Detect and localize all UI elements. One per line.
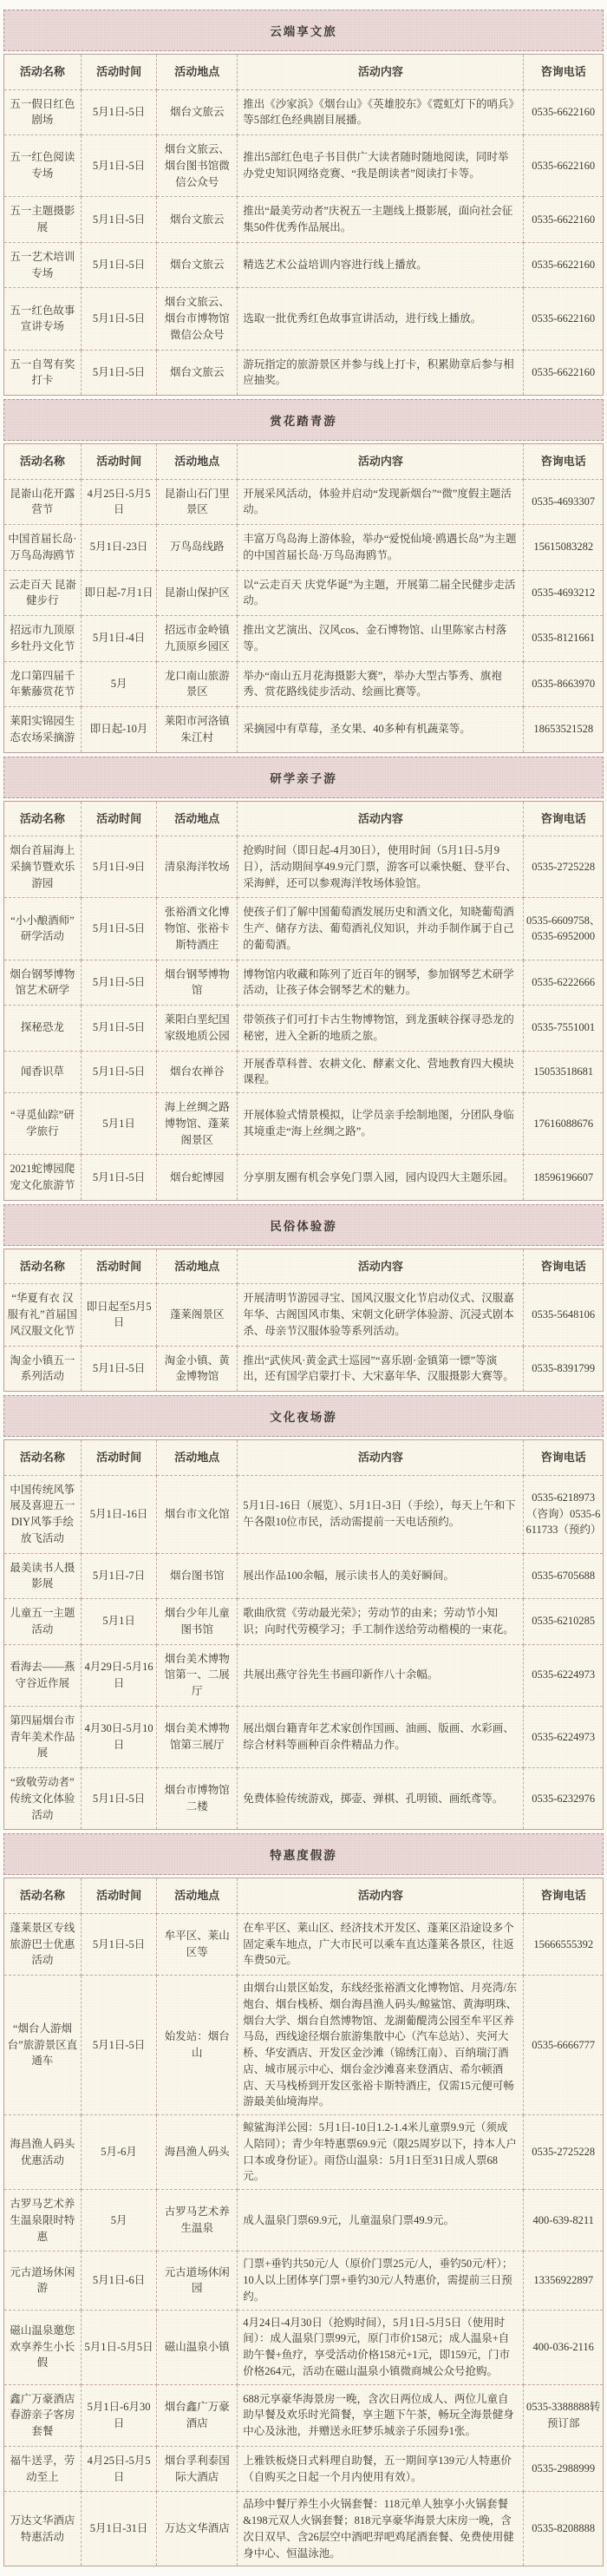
cell-activity-place: 始发站：烟台山	[157, 1976, 238, 2115]
column-header: 咨询电话	[524, 1249, 604, 1284]
table-row	[4, 1093, 604, 1155]
cell-phone-number: 0535-4693212	[524, 570, 604, 616]
column-header: 活动内容	[238, 55, 524, 90]
column-header: 活动内容	[238, 444, 524, 480]
table-row	[4, 89, 604, 135]
cell-activity-content: 使孩子们了解中国葡萄酒发展历史和酒文化，知晓葡萄酒生产、储存方法、葡萄酒礼仪知识，并动手制作属于自己的葡萄酒。	[238, 898, 524, 960]
cell-phone-number: 0535-8391799	[524, 1346, 604, 1392]
table-row	[4, 2190, 604, 2252]
cell-activity-content: 推出“武侠风·黄金武士巡园”“喜乐剧·金镇第一镖”等演出，还有国学启蒙打卡、大宋嘉年华、汉服摄影大赛等。	[238, 1346, 524, 1392]
table-row	[4, 1155, 604, 1201]
cell-phone-number: 15053518681	[524, 1051, 604, 1093]
cell-activity-place: 张裕酒文化博物馆、张裕卡斯特酒庄	[157, 898, 238, 960]
cell-activity-content: 由烟台山景区始发，东线经张裕酒文化博物馆、月亮湾/东炮台、烟台栈桥、烟台海昌渔人码头/鲸鲨馆、黄海明珠、烟台大学、烟台自然博物馆、龙湖葡醍湾公园至牟平区养马岛，西线途径烟台旅游集散中心（汽车总站）、夹河大桥、华安酒店、开发区金沙滩（锦绣江南）、百纳瑞汀酒店、城市展示中心、烟台金沙滩喜来登酒店、希尔顿酒店、天马栈桥到开发区张裕卡斯特酒庄，仅需15元便可畅游最美仙境海岸。	[238, 1976, 524, 2115]
table-row	[4, 1284, 604, 1346]
cell-activity-name: 第四届烟台市青年美术作品展	[4, 1706, 82, 1767]
cell-activity-content: 上雅铁板烧日式料理自助餐，五一期间享139元/人特惠价（自购买之日起一个月内使用有效）。	[238, 2446, 524, 2492]
cell-activity-name: 万达文华酒店特惠活动	[4, 2492, 82, 2566]
cell-activity-name: 探秘恐龙	[4, 1006, 82, 1052]
cell-activity-content: 选取一批优秀红色故事宣讲活动，进行线上播放。	[238, 288, 524, 350]
column-header: 活动名称	[4, 444, 82, 480]
cell-activity-content: 以“云走百天 庆党华诞”为主题，开展第二届全民健步走活动。	[238, 570, 524, 616]
column-header: 活动名称	[4, 1249, 82, 1284]
cell-activity-time: 5月1日-5日	[81, 197, 157, 243]
cell-activity-place: 淘金小镇、黄金博物馆	[157, 1346, 238, 1392]
cell-activity-content: 5月1日-16日（展览）、5月1日-3日（手绘），每天上午和下午各限10位市民，活动需提前一天电话预约。	[238, 1475, 524, 1553]
cell-activity-content: 歌曲欣赏《劳动最光荣》；劳动节的由来；劳动节小知识；向时代劳模学习；手工制作送给劳动楷模的一束花。	[238, 1599, 524, 1645]
table-row	[4, 1644, 604, 1706]
cell-activity-content: 4月24日-4月30日（抢购时间），5月1日-5月5日（使用时间）：成人温泉门票99元，原门市价158元；成人温泉+自助午餐+鱼疗，享受活动价格158元+1元，即159元，门市价格264元，活动在磁山温泉小镇微商城公众号抢购。	[238, 2310, 524, 2384]
cell-activity-place: 烟台鑫广万豪酒店	[157, 2384, 238, 2446]
column-header: 活动时间	[81, 1878, 157, 1914]
cell-activity-time: 5月1日-5日	[81, 898, 157, 960]
cell-activity-content: 推出5部红色电子书目供广大读者随时随地阅读，同时举办党史知识网络竞赛、“我是朗读者”阅读打卡等。	[238, 135, 524, 197]
column-header: 活动地点	[157, 444, 238, 480]
cell-phone-number: 0535-7551001	[524, 1006, 604, 1052]
cell-activity-name: 儿童五一主题活动	[4, 1599, 82, 1645]
table-row	[4, 350, 604, 396]
cell-activity-time: 5月1日-7日	[81, 1553, 157, 1599]
cell-phone-number: 0535-6222666	[524, 960, 604, 1006]
cell-activity-place: 烟台图书馆	[157, 1553, 238, 1599]
column-header: 活动内容	[238, 1878, 524, 1914]
cell-activity-content: 采摘园中有草莓，圣女果、40多种有机蔬菜等。	[238, 707, 524, 753]
table-row	[4, 1475, 604, 1553]
table-row	[4, 960, 604, 1006]
section-title: 民俗体验游	[3, 1204, 604, 1246]
cell-activity-content: 共展出燕守谷先生书画印新作八十余幅。	[238, 1644, 524, 1706]
cell-activity-place: 元古道场休闲园	[157, 2252, 238, 2310]
cell-activity-name: 蓬莱景区专线旅游巴士优惠活动	[4, 1913, 82, 1975]
cell-activity-place: 莱阳白垩纪国家级地质公园	[157, 1006, 238, 1052]
header-row	[4, 444, 604, 480]
section-title: 研学亲子游	[3, 757, 604, 798]
cell-phone-number: 0535-6666777	[524, 1976, 604, 2115]
cell-activity-place: 烟台文旅云	[157, 197, 238, 243]
sections-root	[3, 10, 604, 2566]
cell-activity-place: 海昌渔人码头	[157, 2115, 238, 2190]
cell-activity-place: 烟台文旅云	[157, 350, 238, 396]
cell-activity-content: 精选艺术公益培训内容进行线上播放。	[238, 242, 524, 288]
table-row	[4, 1006, 604, 1052]
table-row	[4, 2384, 604, 2446]
cell-phone-number: 0535-5648106	[524, 1284, 604, 1346]
table-row	[4, 2446, 604, 2492]
cell-activity-content: 丰富万鸟岛海上游体验，举办“爱悦仙境·鸥遇长岛”为主题的中国首届长岛·万鸟岛海鸥节。	[238, 525, 524, 571]
table-row	[4, 1913, 604, 1975]
cell-activity-name: 招远市九顶原乡牡丹文化节	[4, 616, 82, 662]
column-header: 活动名称	[4, 1878, 82, 1914]
cell-phone-number: 0535-2725228	[524, 836, 604, 898]
activity-table	[3, 1439, 604, 1830]
cell-activity-place: 烟台美术博物馆第一、二展厅	[157, 1644, 238, 1706]
cell-phone-number: 0535-6224973	[524, 1706, 604, 1767]
cell-activity-name: 福牛送孚，劳动至上	[4, 2446, 82, 2492]
cell-phone-number: 18653521528	[524, 707, 604, 753]
cell-activity-content: 分享朋友圈有机会享免门票入园，园内设四大主题乐园。	[238, 1155, 524, 1201]
cell-phone-number: 0535-6224973	[524, 1644, 604, 1706]
cell-activity-content: 开展清明节游园寻宝、国风汉服文化节启动仪式、汉服嘉年华、古阁国风市集、宋朝文化研学体验游、沉浸式剧本杀、母亲节汉服体验等系列活动。	[238, 1284, 524, 1346]
column-header: 咨询电话	[524, 1878, 604, 1914]
activity-table	[3, 1249, 604, 1392]
column-header: 活动时间	[81, 444, 157, 480]
cell-activity-time: 5月1日-5日	[81, 1051, 157, 1093]
cell-activity-time: 5月1日-5日	[81, 1006, 157, 1052]
cell-activity-name: 五一假日红色剧场	[4, 89, 82, 135]
cell-activity-time: 5月1日-6月30日	[81, 2384, 157, 2446]
column-header: 活动地点	[157, 801, 238, 836]
table-row	[4, 570, 604, 616]
column-header: 活动地点	[157, 1440, 238, 1476]
cell-activity-name: 龙口第四届千年紫藤赏花节	[4, 661, 82, 707]
cell-activity-time: 4月30日-5月10日	[81, 1706, 157, 1767]
cell-activity-content: 688元享豪华海景房一晚，含次日两位成人、两位儿童自助早餐及欢乐时光简餐，享主题下午茶，畅玩全海景健身中心及泳池，并赠送永旺梦乐城亲子乐园券1张。	[238, 2384, 524, 2446]
cell-phone-number: 0535-6218973（咨询）0535-6611733（预约）	[524, 1475, 604, 1553]
cell-activity-name: “致敬劳动者”传统文化体验活动	[4, 1768, 82, 1830]
cell-phone-number: 18596196607	[524, 1155, 604, 1201]
cell-activity-place: 昆嵛山保护区	[157, 570, 238, 616]
table-row	[4, 135, 604, 197]
cell-activity-name: 五一自驾有奖打卡	[4, 350, 82, 396]
column-header: 活动内容	[238, 801, 524, 836]
cell-activity-content: 开展香草科普、农耕文化、酵素文化、营地教育四大模块课程。	[238, 1051, 524, 1093]
cell-phone-number: 0535-2725228	[524, 2115, 604, 2190]
activity-section	[3, 399, 604, 753]
cell-activity-place: 磁山温泉小镇	[157, 2310, 238, 2384]
header-row	[4, 55, 604, 90]
cell-activity-name: 闻香识草	[4, 1051, 82, 1093]
cell-phone-number: 0535-6622160	[524, 288, 604, 350]
cell-phone-number: 0535-6232976	[524, 1768, 604, 1830]
column-header: 活动地点	[157, 1249, 238, 1284]
table-row	[4, 616, 604, 662]
cell-activity-place: 海上丝绸之路博物馆、蓬莱阁景区	[157, 1093, 238, 1155]
cell-activity-name: 五一红色故事宣讲专场	[4, 288, 82, 350]
column-header: 活动时间	[81, 1440, 157, 1476]
cell-activity-place: 牟平区、莱山区等	[157, 1913, 238, 1975]
column-header: 活动名称	[4, 801, 82, 836]
cell-activity-time: 5月1日-5日	[81, 89, 157, 135]
cell-activity-time: 5月1日-5日	[81, 1346, 157, 1392]
table-row	[4, 2492, 604, 2566]
table-row	[4, 1976, 604, 2115]
cell-activity-name: 昆嵛山花开露营节	[4, 479, 82, 525]
cell-phone-number: 0535-6609758、0535-6952000	[524, 898, 604, 960]
cell-activity-name: 元古道场休闲游	[4, 2252, 82, 2310]
cell-activity-time: 5月1日-9日	[81, 836, 157, 898]
cell-activity-content: 开展采风活动，体验并启动“发现新烟台”“微”度假主题活动。	[238, 479, 524, 525]
cell-activity-name: 云走百天 昆嵛健步行	[4, 570, 82, 616]
cell-activity-time: 4月25日-5月5日	[81, 479, 157, 525]
header-row	[4, 1440, 604, 1476]
cell-activity-content: 游玩指定的旅游景区并参与线上打卡，积累勋章后参与相应抽奖。	[238, 350, 524, 396]
table-row	[4, 1768, 604, 1830]
cell-activity-time: 5月1日-5日	[81, 1913, 157, 1975]
column-header: 活动名称	[4, 55, 82, 90]
cell-phone-number: 0535-8121661	[524, 616, 604, 662]
cell-activity-place: 烟台少年儿童图书馆	[157, 1599, 238, 1645]
cell-activity-place: 烟台孚利泰国际大酒店	[157, 2446, 238, 2492]
activity-section	[3, 10, 604, 396]
header-row	[4, 801, 604, 836]
activity-section	[3, 757, 604, 1201]
cell-activity-time: 5月1日-6日	[81, 2252, 157, 2310]
cell-activity-name: 海昌渔人码头优惠活动	[4, 2115, 82, 2190]
cell-phone-number: 0535-3388888转预订部	[524, 2384, 604, 2446]
cell-activity-time: 5月1日-5日	[81, 350, 157, 396]
cell-activity-time: 即日起-7月1日	[81, 570, 157, 616]
cell-activity-place: 烟台文旅云、烟台市博物馆微信公众号	[157, 288, 238, 350]
cell-activity-time: 即日起-10月	[81, 707, 157, 753]
section-title: 云端享文旅	[3, 10, 604, 51]
cell-activity-content: 抢购时间（即日起-4月30日），使用时间（5月1日-5月9日），活动期间享49.9元门票，游客可以乘快艇、登平台、采海鲜，还可以参观海洋牧场体验馆。	[238, 836, 524, 898]
column-header: 活动地点	[157, 55, 238, 90]
cell-phone-number: 0535-6622160	[524, 197, 604, 243]
activity-section	[3, 1833, 604, 2566]
column-header: 咨询电话	[524, 801, 604, 836]
cell-activity-time: 5月1日-4日	[81, 616, 157, 662]
cell-activity-name: 烟台首届海上采摘节暨欢乐游园	[4, 836, 82, 898]
cell-activity-time: 5月1日-5日	[81, 1976, 157, 2115]
table-row	[4, 1346, 604, 1392]
cell-activity-content: 推出文艺演出、汉风cos、金石博物馆、山里陈家古村落等。	[238, 616, 524, 662]
cell-activity-place: 万达文华酒店	[157, 2492, 238, 2566]
cell-activity-name: 古罗马艺术养生温泉限时特惠	[4, 2190, 82, 2252]
cell-activity-place: 清泉海洋牧场	[157, 836, 238, 898]
cell-activity-place: 烟台文旅云	[157, 89, 238, 135]
table-row	[4, 242, 604, 288]
cell-activity-name: 五一红色阅读专场	[4, 135, 82, 197]
cell-activity-time: 5月1日-23日	[81, 525, 157, 571]
activity-table	[3, 801, 604, 1201]
cell-activity-place: 烟台蛇博园	[157, 1155, 238, 1201]
table-row	[4, 1051, 604, 1093]
cell-activity-content: 开展体验式情景模拟，让学员亲手绘制地图，分团队身临其境重走“海上丝绸之路”。	[238, 1093, 524, 1155]
column-header: 咨询电话	[524, 55, 604, 90]
cell-activity-content: 成人温泉门票69.9元，儿童温泉门票49.9元。	[238, 2190, 524, 2252]
cell-activity-place: 烟台美术博物馆第三展厅	[157, 1706, 238, 1767]
cell-activity-time: 5月1日-5日	[81, 960, 157, 1006]
activity-table	[3, 1878, 604, 2566]
cell-activity-name: 烟台钢琴博物馆艺术研学	[4, 960, 82, 1006]
cell-activity-place: 万鸟岛线路	[157, 525, 238, 571]
cell-activity-place: 烟台农禅谷	[157, 1051, 238, 1093]
cell-activity-content: 门票+垂钓共50元/人（原价门票25元/人，垂钓50元/杆）；10人以上团体享门票+垂钓30元/人特惠价，需提前三日预约。	[238, 2252, 524, 2310]
activity-table	[3, 54, 604, 396]
cell-activity-name: 中国首届长岛·万鸟岛海鸥节	[4, 525, 82, 571]
cell-activity-content: 博物馆内收藏和陈列了近百年的钢琴，参加钢琴艺术研学活动，让孩子体会钢琴艺术的魅力。	[238, 960, 524, 1006]
table-row	[4, 525, 604, 571]
cell-activity-place: 龙口南山旅游景区	[157, 661, 238, 707]
column-header: 活动内容	[238, 1249, 524, 1284]
table-row	[4, 2115, 604, 2190]
table-row	[4, 2252, 604, 2310]
cell-activity-content: 推出“最美劳动者”庆祝五一主题线上摄影展，面向社会征集50件优秀作品展出。	[238, 197, 524, 243]
activity-section	[3, 1395, 604, 1830]
table-row	[4, 836, 604, 898]
cell-phone-number: 400-639-8211	[524, 2190, 604, 2252]
table-row	[4, 2310, 604, 2384]
cell-activity-name: 2021蛇博园爬宠文化旅游节	[4, 1155, 82, 1201]
cell-phone-number: 0535-6210285	[524, 1599, 604, 1645]
cell-phone-number: 0535-6622160	[524, 89, 604, 135]
cell-activity-name: “华夏有衣 汉服有礼”首届国风汉服文化节	[4, 1284, 82, 1346]
cell-activity-name: 最美读书人摄影展	[4, 1553, 82, 1599]
cell-activity-content: 品珍中餐厅养生小火锅套餐：118元单人独享小火锅套餐&198元双人火锅套餐；818元享豪华海景大床房一晚，含次日双早、含26层空中酒吧羿吧鸡尾酒套餐、免费使用健身中心、恒温泳池。	[238, 2492, 524, 2566]
cell-activity-place: 烟台市博物馆二楼	[157, 1768, 238, 1830]
cell-activity-time: 5月1日-5月5日	[81, 2310, 157, 2384]
column-header: 咨询电话	[524, 1440, 604, 1476]
table-row	[4, 197, 604, 243]
column-header: 活动内容	[238, 1440, 524, 1476]
cell-activity-name: 莱阳实锦园生态农场采摘游	[4, 707, 82, 753]
cell-activity-time: 即日起至5月5日	[81, 1284, 157, 1346]
cell-activity-place: 昆嵛山石门里景区	[157, 479, 238, 525]
cell-activity-time: 5月1日	[81, 1093, 157, 1155]
cell-phone-number: 0535-6622160	[524, 135, 604, 197]
section-title: 文化夜场游	[3, 1395, 604, 1437]
cell-activity-time: 5月-6月	[81, 2115, 157, 2190]
header-row	[4, 1249, 604, 1284]
activity-table	[3, 443, 604, 753]
table-row	[4, 1706, 604, 1767]
cell-activity-time: 4月29日-5月16日	[81, 1644, 157, 1706]
cell-activity-name: 中国传统风筝展及喜迎五一DIY风筝手绘放飞活动	[4, 1475, 82, 1553]
cell-phone-number: 15666555392	[524, 1913, 604, 1975]
cell-activity-time: 5月1日-5日	[81, 242, 157, 288]
cell-activity-name: 磁山温泉邀您欢享养生小长假	[4, 2310, 82, 2384]
column-header: 活动地点	[157, 1878, 238, 1914]
table-row	[4, 1599, 604, 1645]
table-row	[4, 898, 604, 960]
cell-activity-place: 烟台钢琴博物馆	[157, 960, 238, 1006]
cell-phone-number: 15615083282	[524, 525, 604, 571]
cell-activity-time: 5月1日-5日	[81, 135, 157, 197]
cell-activity-content: 推出《沙家浜》《烟台山》《英雄胶东》《霓虹灯下的哨兵》等5部红色经典剧目展播。	[238, 89, 524, 135]
cell-activity-place: 烟台文旅云、烟台图书馆微信公众号	[157, 135, 238, 197]
cell-activity-content: 在牟平区、莱山区、经济技术开发区、蓬莱区沿途设多个固定乘车地点，广大市民可以乘车直达蓬莱各景区，往返车费50元。	[238, 1913, 524, 1975]
cell-activity-name: “寻觅仙踪”研学旅行	[4, 1093, 82, 1155]
column-header: 咨询电话	[524, 444, 604, 480]
cell-activity-name: 淘金小镇五一系列活动	[4, 1346, 82, 1392]
cell-activity-content: 举办“南山五月花海摄影大赛”，举办大型古筝秀、旗袍秀、赏花路线徒步活动、绘画比赛等。	[238, 661, 524, 707]
cell-phone-number: 0535-6705688	[524, 1553, 604, 1599]
cell-phone-number: 0535-2988999	[524, 2446, 604, 2492]
cell-activity-place: 蓬莱阁景区	[157, 1284, 238, 1346]
table-row	[4, 707, 604, 753]
cell-activity-name: 五一主题摄影展	[4, 197, 82, 243]
cell-activity-place: 古罗马艺术养生温泉	[157, 2190, 238, 2252]
cell-activity-name: “小小酿酒师”研学活动	[4, 898, 82, 960]
section-title: 赏花踏青游	[3, 399, 604, 441]
table-row	[4, 1553, 604, 1599]
cell-activity-place: 招远市金岭镇九顶原乡园区	[157, 616, 238, 662]
cell-activity-content: 鲸鲨海洋公园：5月1日-10日1.2-1.4米儿童票9.9元（须成人陪同）；青少年特惠票69.9元（限25周岁以下，持本人户口本或身份证）。雨岱山温泉：5月1日至31日成人票68元。	[238, 2115, 524, 2190]
cell-activity-name: “烟台人游烟台”旅游景区直通车	[4, 1976, 82, 2115]
cell-activity-time: 5月	[81, 661, 157, 707]
cell-activity-time: 5月1日-5日	[81, 1768, 157, 1830]
cell-phone-number: 0535-8663970	[524, 661, 604, 707]
cell-activity-content: 免费体验传统游戏，掷壶、弹棋、孔明锁、画纸鸢等。	[238, 1768, 524, 1830]
cell-activity-name: 五一艺术培训专场	[4, 242, 82, 288]
column-header: 活动名称	[4, 1440, 82, 1476]
cell-phone-number: 0535-6622160	[524, 242, 604, 288]
cell-activity-name: 看海去——燕守谷近作展	[4, 1644, 82, 1706]
cell-activity-time: 5月	[81, 2190, 157, 2252]
cell-phone-number: 0535-4693307	[524, 479, 604, 525]
cell-activity-content: 带领孩子们可打卡古生物博物馆，到龙蛋峡谷探寻恐龙的秘密，进入全新的地质之旅。	[238, 1006, 524, 1052]
cell-activity-time: 5月1日-5日	[81, 288, 157, 350]
cell-phone-number: 0535-8208888	[524, 2492, 604, 2566]
cell-activity-time: 5月1日	[81, 1599, 157, 1645]
cell-activity-name: 鑫广万豪酒店春游亲子客房套餐	[4, 2384, 82, 2446]
table-row	[4, 288, 604, 350]
cell-activity-time: 5月1日-16日	[81, 1475, 157, 1553]
cell-activity-place: 烟台市文化馆	[157, 1475, 238, 1553]
cell-activity-place: 莱阳市河洛镇朱江村	[157, 707, 238, 753]
cell-phone-number: 0535-6622160	[524, 350, 604, 396]
header-row	[4, 1878, 604, 1914]
column-header: 活动时间	[81, 1249, 157, 1284]
cell-activity-time: 5月1日-31日	[81, 2492, 157, 2566]
cell-phone-number: 17616088676	[524, 1093, 604, 1155]
column-header: 活动时间	[81, 801, 157, 836]
cell-activity-time: 5月1日-5日	[81, 1155, 157, 1201]
cell-phone-number: 13356922897	[524, 2252, 604, 2310]
cell-activity-time: 4月25日-5月5日	[81, 2446, 157, 2492]
table-row	[4, 661, 604, 707]
activity-section	[3, 1204, 604, 1392]
cell-activity-content: 展出作品100余幅，展示读书人的美好瞬间。	[238, 1553, 524, 1599]
cell-phone-number: 400-036-2116	[524, 2310, 604, 2384]
section-title: 特惠度假游	[3, 1833, 604, 1875]
cell-activity-content: 展出烟台籍青年艺术家创作国画、油画、版画、水彩画、综合材料等画种百余件精品力作。	[238, 1706, 524, 1767]
column-header: 活动时间	[81, 55, 157, 90]
table-row	[4, 479, 604, 525]
cell-activity-place: 烟台文旅云	[157, 242, 238, 288]
